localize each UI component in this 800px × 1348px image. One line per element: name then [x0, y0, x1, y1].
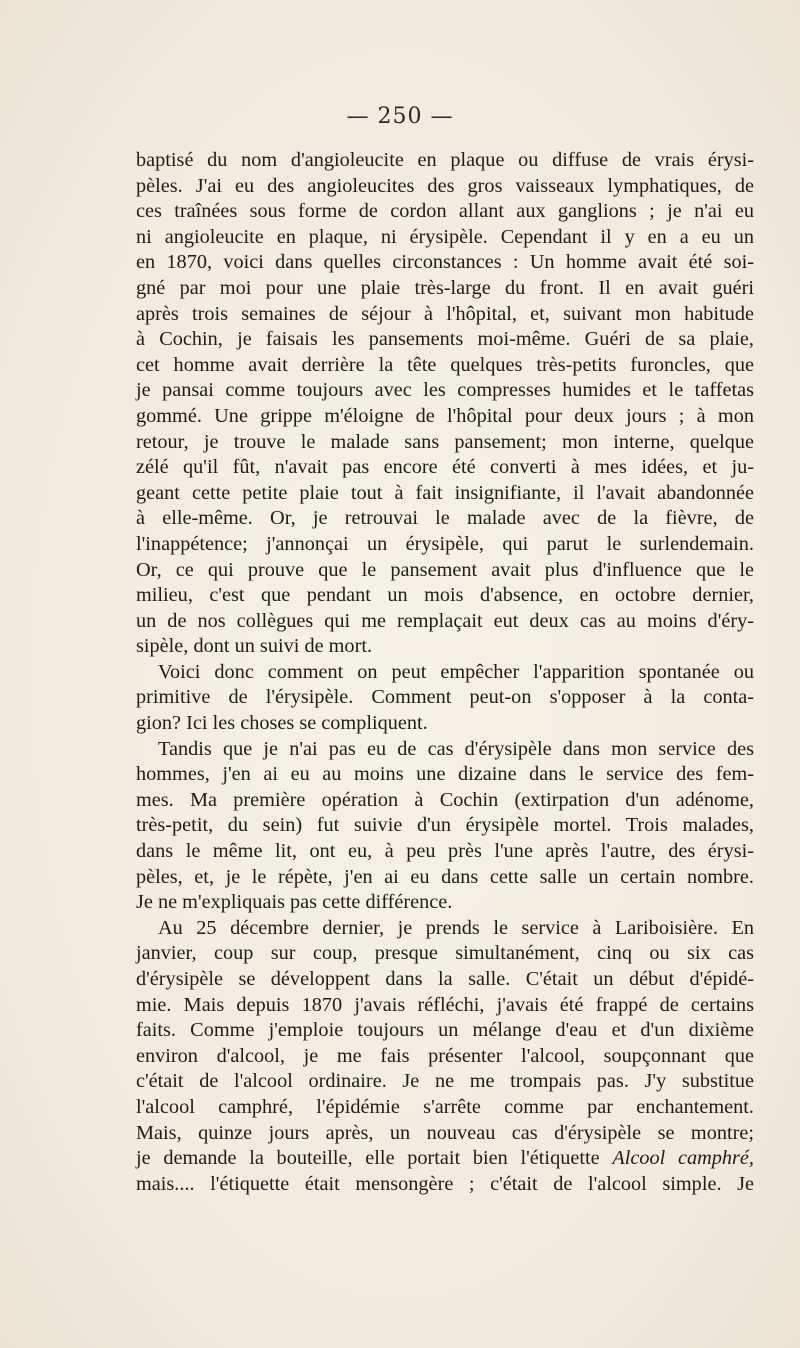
text-line: retour, je trouve le malade sans pansement; mon interne, quelque: [136, 430, 754, 453]
text-line: milieu, c'est que pendant un mois d'absence, en octobre dernier,: [136, 584, 754, 607]
text-line: [136, 1146, 754, 1172]
text-fragment: je demande la bouteille, elle portait bien l'étiquette: [136, 1147, 613, 1170]
text-line: à elle-même. Or, je retrouvai le malade avec de la fièvre, de: [136, 507, 754, 530]
text-line: baptisé du nom d'angioleucite en plaque ou diffuse de vrais érysi-: [136, 149, 754, 171]
text-line: janvier, coup sur coup, presque simultanément, cinq ou six cas: [136, 942, 754, 965]
text-line: gommé. Une grippe m'éloigne de l'hôpital pour deux jours ; à mon: [136, 404, 754, 427]
text-line: dans le même lit, ont eu, à peu près l'une après l'autre, des érysi-: [136, 840, 754, 863]
text-line: à Cochin, je faisais les pansements moi-même. Guéri de sa plaie,: [136, 328, 754, 351]
text-line: ces traînées sous forme de cordon allant aux ganglions ; je n'ai eu: [136, 200, 754, 223]
text-line: gné par moi pour une plaie très-large du front. Il en avait guéri: [136, 276, 754, 299]
text-line: hommes, j'en ai eu au moins une dizaine dans le service des fem-: [136, 763, 754, 786]
text-line: sipèle, dont un suivi de mort.: [136, 635, 373, 658]
text-line: geant cette petite plaie tout à fait insignifiante, il l'avait abandonnée: [136, 481, 754, 504]
text-line: cet homme avait derrière la tête quelques très-petits furoncles, que: [136, 353, 754, 376]
text-line: Or, ce qui prouve que le pansement avait plus d'influence que le: [136, 558, 754, 581]
page-number: — 250 —: [346, 104, 454, 129]
text-line: gion? Ici les choses se compliquent.: [136, 712, 428, 735]
text-line: Voici donc comment on peut empêcher l'apparition spontanée ou: [158, 660, 754, 683]
italic-label-text: Alcool camphré,: [612, 1147, 754, 1170]
text-line: environ d'alcool, je me fais présenter l'alcool, soupçonnant que: [136, 1044, 754, 1067]
text-line: mais.... l'étiquette était mensongère ; c'était de l'alcool simple. Je: [136, 1172, 754, 1195]
text-line: Je ne m'expliquais pas cette différence.: [136, 891, 453, 914]
body-text: [136, 148, 754, 1197]
text-line: ni angioleucite en plaque, ni érysipèle. Cependant il y en a eu un: [136, 225, 754, 248]
text-line: pèles, et, je le répète, j'en ai eu dans cette salle un certain nombre.: [136, 865, 754, 888]
text-line: très-petit, du sein) fut suivie d'un érysipèle mortel. Trois malades,: [136, 814, 754, 837]
text-line: c'était de l'alcool ordinaire. Je ne me trompais pas. J'y substitue: [136, 1070, 754, 1093]
text-line: zélé qu'il fût, n'avait pas encore été converti à mes idées, et ju-: [136, 456, 754, 479]
text-line: faits. Comme j'emploie toujours un mélange d'eau et d'un dixième: [136, 1019, 754, 1042]
text-line: Mais, quinze jours après, un nouveau cas d'érysipèle se montre;: [136, 1121, 754, 1144]
text-line: primitive de l'érysipèle. Comment peut-on s'opposer à la conta-: [136, 686, 754, 709]
text-line: mes. Ma première opération à Cochin (extirpation d'un adénome,: [136, 788, 754, 811]
text-line: Au 25 décembre dernier, je prends le service à Lariboisière. En: [158, 916, 754, 939]
text-line: je pansai comme toujours avec les compresses humides et le taffetas: [136, 379, 754, 402]
text-line: l'alcool camphré, l'épidémie s'arrête comme par enchantement.: [136, 1095, 754, 1118]
text-line: l'inappétence; j'annonçai un érysipèle, qui parut le surlendemain.: [136, 532, 754, 555]
text-line: un de nos collègues qui me remplaçait eut deux cas au moins d'éry-: [136, 609, 754, 632]
text-line: Tandis que je n'ai pas eu de cas d'érysipèle dans mon service des: [158, 737, 754, 760]
text-line: d'érysipèle se développent dans la salle. C'était un début d'épidé-: [136, 968, 754, 990]
text-line: pèles. J'ai eu des angioleucites des gros vaisseaux lymphatiques, de: [136, 174, 754, 197]
text-line: mie. Mais depuis 1870 j'avais réfléchi, j'avais été frappé de certains: [136, 993, 754, 1016]
text-line: après trois semaines de séjour à l'hôpital, et, suivant mon habitude: [136, 302, 754, 325]
text-line: en 1870, voici dans quelles circonstances : Un homme avait été soi-: [136, 251, 754, 274]
